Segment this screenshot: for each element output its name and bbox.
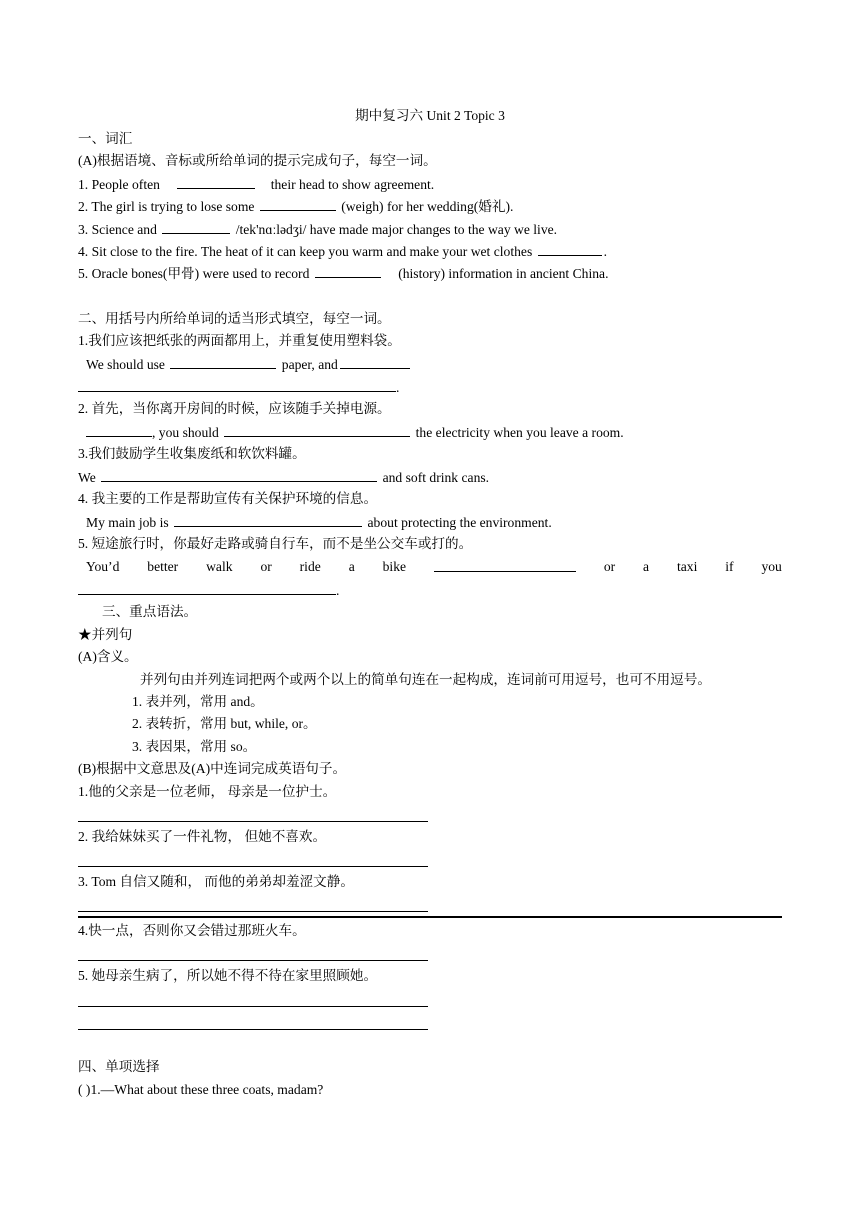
answer-blank[interactable] — [224, 423, 410, 437]
page-title: 期中复习六 Unit 2 Topic 3 — [355, 108, 505, 123]
answer-blank[interactable] — [78, 378, 396, 392]
grammar-part-a: (A)含义。 — [78, 649, 138, 664]
grammar-question-4: 4.快一点，否则你又会错过那班火车。 — [78, 923, 306, 938]
word-form-q5-continued: . — [78, 581, 339, 600]
answer-blank[interactable] — [162, 220, 230, 234]
answer-line[interactable] — [78, 1029, 428, 1030]
word-form-q5-chinese: 5. 短途旅行时，你最好走路或骑自行车，而不是坐公交车或打的。 — [78, 536, 473, 551]
grammar-question-5: 5. 她母亲生病了，所以她不得不待在家里照顾她。 — [78, 968, 378, 983]
word-form-q5: You’d better walk or ride a bike or a taxi if you — [86, 559, 782, 574]
vocab-question-1: 1. People often their head to show agreement. — [78, 177, 435, 192]
part-a-instruction: (A)根据语境、音标或所给单词的提示完成句子，每空一词。 — [78, 153, 437, 168]
vocab-question-5: 5. Oracle bones(甲骨) were used to record (history) information in ancient China. — [78, 266, 609, 281]
answer-blank[interactable] — [315, 264, 381, 278]
section-heading-multiple-choice: 四、单项选择 — [78, 1059, 160, 1074]
word-form-q1-chinese: 1.我们应该把纸张的两面都用上，并重复使用塑料袋。 — [78, 333, 401, 348]
answer-blank[interactable] — [538, 242, 602, 256]
answer-line[interactable] — [78, 1006, 428, 1007]
section-heading-grammar: 三、重点语法。 — [102, 604, 198, 619]
grammar-topic: ★并列句 — [78, 627, 133, 642]
page-divider — [78, 916, 782, 918]
vocab-question-3: 3. Science and /tek'nɑːlədʒi/ have made major changes to the way we live. — [78, 222, 558, 237]
answer-blank[interactable] — [340, 355, 410, 369]
answer-blank[interactable] — [260, 197, 336, 211]
grammar-question-2: 2. 我给妹妹买了一件礼物， 但她不喜欢。 — [78, 829, 327, 844]
section-heading-word-forms: 二、用括号内所给单词的适当形式填空，每空一词。 — [78, 311, 391, 326]
grammar-item-2: 2. 表转折，常用 but, while, or。 — [132, 716, 317, 731]
answer-line[interactable] — [78, 821, 428, 822]
answer-blank[interactable] — [101, 468, 377, 482]
word-form-q3-chinese: 3.我们鼓励学生收集废纸和软饮料罐。 — [78, 446, 306, 461]
answer-blank[interactable] — [78, 581, 336, 595]
word-form-q4-chinese: 4. 我主要的工作是帮助宣传有关保护环境的信息。 — [78, 491, 378, 506]
word-form-q2-chinese: 2. 首先，当你离开房间的时候，应该随手关掉电源。 — [78, 401, 391, 416]
word-form-q3: We and soft drink cans. — [78, 470, 490, 485]
word-form-q2: , you should the electricity when you leave a room. — [86, 423, 624, 442]
choice-question-1: ( )1.—What about these three coats, madam? — [78, 1082, 324, 1097]
grammar-description: 并列句由并列连词把两个或两个以上的简单句连在一起构成，连词前可用逗号，也可不用逗号。 — [140, 672, 711, 687]
answer-blank[interactable] — [86, 423, 152, 437]
answer-blank[interactable] — [434, 558, 576, 572]
answer-blank[interactable] — [174, 513, 362, 527]
grammar-question-3: 3. Tom 自信又随和， 而他的弟弟却羞涩文静。 — [78, 874, 354, 889]
answer-line[interactable] — [78, 866, 428, 867]
vocab-question-4: 4. Sit close to the fire. The heat of it can keep you warm and make your wet clothes . — [78, 244, 608, 259]
grammar-item-3: 3. 表因果，常用 so。 — [132, 739, 257, 754]
answer-blank[interactable] — [170, 355, 276, 369]
vocab-question-2: 2. The girl is trying to lose some (weigh) for her wedding(婚礼). — [78, 199, 514, 214]
section-heading-vocabulary: 一、词汇 — [78, 131, 133, 146]
word-form-q4: My main job is about protecting the environment. — [86, 515, 552, 530]
grammar-item-1: 1. 表并列，常用 and。 — [132, 694, 264, 709]
answer-line[interactable] — [78, 960, 428, 961]
answer-blank[interactable] — [177, 175, 255, 189]
grammar-part-b: (B)根据中文意思及(A)中连词完成英语句子。 — [78, 761, 347, 776]
grammar-question-1: 1.他的父亲是一位老师， 母亲是一位护士。 — [78, 784, 337, 799]
word-form-q1-continued: . — [78, 378, 399, 397]
word-form-q1: We should use paper, and — [86, 355, 412, 374]
answer-line[interactable] — [78, 911, 428, 912]
